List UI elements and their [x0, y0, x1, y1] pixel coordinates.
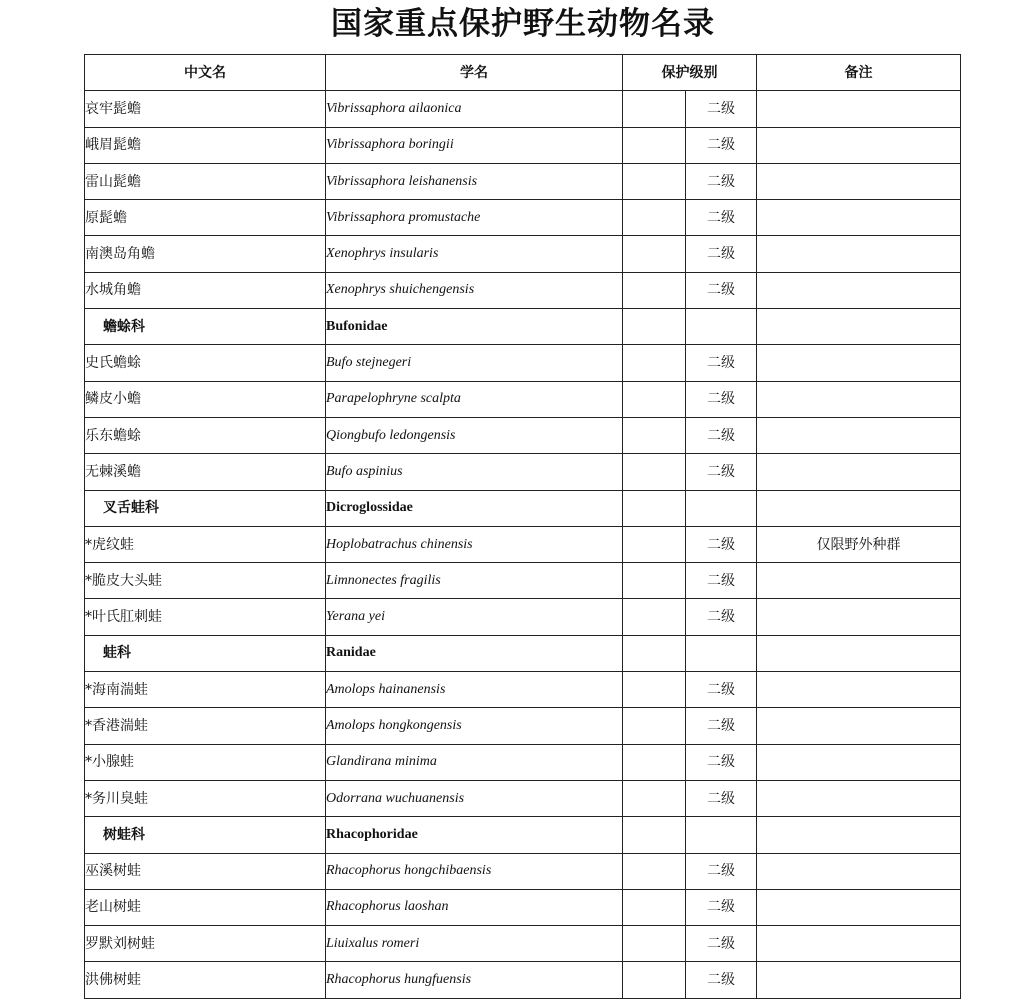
grade-two-cell: 二级	[686, 563, 757, 599]
grade-one-cell	[623, 962, 686, 998]
table-row	[85, 853, 961, 889]
scientific-name-cell: Parapelophryne scalpta	[326, 381, 623, 417]
grade-one-cell	[623, 889, 686, 925]
note-cell	[757, 200, 961, 236]
grade-one-cell	[623, 744, 686, 780]
chinese-name-cell: 峨眉髭蟾	[85, 127, 326, 163]
grade-one-cell	[623, 635, 686, 671]
header-chinese-name: 中文名	[85, 55, 326, 91]
chinese-name-cell: *脆皮大头蛙	[85, 563, 326, 599]
note-cell	[757, 454, 961, 490]
grade-two-cell: 二级	[686, 853, 757, 889]
page-title: 国家重点保护野生动物名录	[331, 6, 715, 42]
scientific-name-cell: Qiongbufo ledongensis	[326, 417, 623, 453]
chinese-name-cell: *叶氏肛刺蛙	[85, 599, 326, 635]
table-row	[85, 127, 961, 163]
table-row	[85, 163, 961, 199]
table-row	[85, 780, 961, 816]
grade-two-cell: 二级	[686, 417, 757, 453]
chinese-name-cell: *务川臭蛙	[85, 780, 326, 816]
chinese-name-cell: 树蛙科	[85, 817, 326, 853]
grade-two-cell: 二级	[686, 672, 757, 708]
scientific-name-cell: Vibrissaphora leishanensis	[326, 163, 623, 199]
table-body	[85, 91, 961, 998]
table-row	[85, 200, 961, 236]
grade-one-cell	[623, 672, 686, 708]
chinese-name-cell: 哀牢髭蟾	[85, 91, 326, 127]
chinese-name-cell: 老山树蛙	[85, 889, 326, 925]
grade-two-cell: 二级	[686, 599, 757, 635]
grade-one-cell	[623, 127, 686, 163]
grade-two-cell: 二级	[686, 780, 757, 816]
scientific-name-cell: Odorrana wuchuanensis	[326, 780, 623, 816]
table-row	[85, 526, 961, 562]
chinese-name-cell: 蛙科	[85, 635, 326, 671]
grade-two-cell	[686, 635, 757, 671]
chinese-name-cell: 蟾蜍科	[85, 309, 326, 345]
table-row	[85, 599, 961, 635]
grade-one-cell	[623, 309, 686, 345]
scientific-name-cell: Bufonidae	[326, 309, 623, 345]
note-cell	[757, 345, 961, 381]
scientific-name-cell: Limnonectes fragilis	[326, 563, 623, 599]
grade-one-cell	[623, 345, 686, 381]
chinese-name-cell: 无棘溪蟾	[85, 454, 326, 490]
chinese-name-cell: 乐东蟾蜍	[85, 417, 326, 453]
note-cell	[757, 163, 961, 199]
table-row	[85, 744, 961, 780]
grade-one-cell	[623, 599, 686, 635]
grade-one-cell	[623, 236, 686, 272]
grade-two-cell: 二级	[686, 200, 757, 236]
scientific-name-cell: Vibrissaphora ailaonica	[326, 91, 623, 127]
scientific-name-cell: Bufo aspinius	[326, 454, 623, 490]
grade-one-cell	[623, 526, 686, 562]
header-note: 备注	[757, 55, 961, 91]
note-cell	[757, 635, 961, 671]
grade-two-cell	[686, 490, 757, 526]
grade-one-cell	[623, 381, 686, 417]
table-row	[85, 454, 961, 490]
note-cell: 仅限野外种群	[757, 526, 961, 562]
scientific-name-cell: Rhacophorus hongchibaensis	[326, 853, 623, 889]
family-row	[85, 635, 961, 671]
family-row	[85, 817, 961, 853]
note-cell	[757, 744, 961, 780]
table-row	[85, 417, 961, 453]
scientific-name-cell: Liuixalus romeri	[326, 926, 623, 962]
grade-two-cell: 二级	[686, 889, 757, 925]
note-cell	[757, 599, 961, 635]
grade-two-cell: 二级	[686, 272, 757, 308]
protected-species-table	[84, 54, 961, 999]
table-row	[85, 345, 961, 381]
note-cell	[757, 91, 961, 127]
grade-two-cell: 二级	[686, 526, 757, 562]
table-row	[85, 91, 961, 127]
scientific-name-cell: Hoplobatrachus chinensis	[326, 526, 623, 562]
scientific-name-cell: Rhacophoridae	[326, 817, 623, 853]
note-cell	[757, 127, 961, 163]
note-cell	[757, 926, 961, 962]
header-scientific-name: 学名	[326, 55, 623, 91]
grade-two-cell: 二级	[686, 236, 757, 272]
grade-one-cell	[623, 163, 686, 199]
scientific-name-cell: Vibrissaphora promustache	[326, 200, 623, 236]
grade-two-cell	[686, 817, 757, 853]
grade-one-cell	[623, 91, 686, 127]
scientific-name-cell: Vibrissaphora boringii	[326, 127, 623, 163]
note-cell	[757, 309, 961, 345]
grade-two-cell: 二级	[686, 345, 757, 381]
note-cell	[757, 780, 961, 816]
scientific-name-cell: Glandirana minima	[326, 744, 623, 780]
chinese-name-cell: 原髭蟾	[85, 200, 326, 236]
chinese-name-cell: *海南湍蛙	[85, 672, 326, 708]
grade-one-cell	[623, 708, 686, 744]
family-row	[85, 309, 961, 345]
table-row	[85, 381, 961, 417]
scientific-name-cell: Bufo stejnegeri	[326, 345, 623, 381]
note-cell	[757, 708, 961, 744]
scientific-name-cell: Ranidae	[326, 635, 623, 671]
grade-two-cell: 二级	[686, 163, 757, 199]
note-cell	[757, 889, 961, 925]
table-row	[85, 708, 961, 744]
grade-two-cell: 二级	[686, 962, 757, 998]
scientific-name-cell: Rhacophorus laoshan	[326, 889, 623, 925]
family-row	[85, 490, 961, 526]
scientific-name-cell: Amolops hainanensis	[326, 672, 623, 708]
note-cell	[757, 236, 961, 272]
header-protection-level: 保护级别	[623, 55, 757, 91]
grade-two-cell: 二级	[686, 127, 757, 163]
table-header-row	[85, 55, 961, 91]
grade-one-cell	[623, 454, 686, 490]
grade-two-cell: 二级	[686, 708, 757, 744]
chinese-name-cell: 史氏蟾蜍	[85, 345, 326, 381]
grade-two-cell: 二级	[686, 454, 757, 490]
table-row	[85, 272, 961, 308]
chinese-name-cell: *虎纹蛙	[85, 526, 326, 562]
grade-one-cell	[623, 272, 686, 308]
grade-two-cell: 二级	[686, 381, 757, 417]
table-row	[85, 889, 961, 925]
grade-one-cell	[623, 200, 686, 236]
note-cell	[757, 672, 961, 708]
chinese-name-cell: 叉舌蛙科	[85, 490, 326, 526]
note-cell	[757, 272, 961, 308]
note-cell	[757, 381, 961, 417]
chinese-name-cell: 南澳岛角蟾	[85, 236, 326, 272]
grade-two-cell: 二级	[686, 926, 757, 962]
note-cell	[757, 853, 961, 889]
chinese-name-cell: 水城角蟾	[85, 272, 326, 308]
table-row	[85, 563, 961, 599]
chinese-name-cell: 巫溪树蛙	[85, 853, 326, 889]
chinese-name-cell: 雷山髭蟾	[85, 163, 326, 199]
grade-one-cell	[623, 926, 686, 962]
grade-one-cell	[623, 563, 686, 599]
scientific-name-cell: Dicroglossidae	[326, 490, 623, 526]
grade-two-cell	[686, 309, 757, 345]
chinese-name-cell: 罗默刘树蛙	[85, 926, 326, 962]
scientific-name-cell: Xenophrys shuichengensis	[326, 272, 623, 308]
table-row	[85, 962, 961, 998]
grade-two-cell: 二级	[686, 91, 757, 127]
note-cell	[757, 490, 961, 526]
chinese-name-cell: *小腺蛙	[85, 744, 326, 780]
table-row	[85, 236, 961, 272]
chinese-name-cell: 鳞皮小蟾	[85, 381, 326, 417]
scientific-name-cell: Amolops hongkongensis	[326, 708, 623, 744]
note-cell	[757, 817, 961, 853]
scientific-name-cell: Rhacophorus hungfuensis	[326, 962, 623, 998]
grade-one-cell	[623, 817, 686, 853]
grade-one-cell	[623, 490, 686, 526]
scientific-name-cell: Xenophrys insularis	[326, 236, 623, 272]
table-row	[85, 926, 961, 962]
chinese-name-cell: 洪佛树蛙	[85, 962, 326, 998]
grade-one-cell	[623, 780, 686, 816]
scientific-name-cell: Yerana yei	[326, 599, 623, 635]
note-cell	[757, 417, 961, 453]
grade-two-cell: 二级	[686, 744, 757, 780]
note-cell	[757, 563, 961, 599]
chinese-name-cell: *香港湍蛙	[85, 708, 326, 744]
grade-one-cell	[623, 417, 686, 453]
note-cell	[757, 962, 961, 998]
grade-one-cell	[623, 853, 686, 889]
table-row	[85, 672, 961, 708]
